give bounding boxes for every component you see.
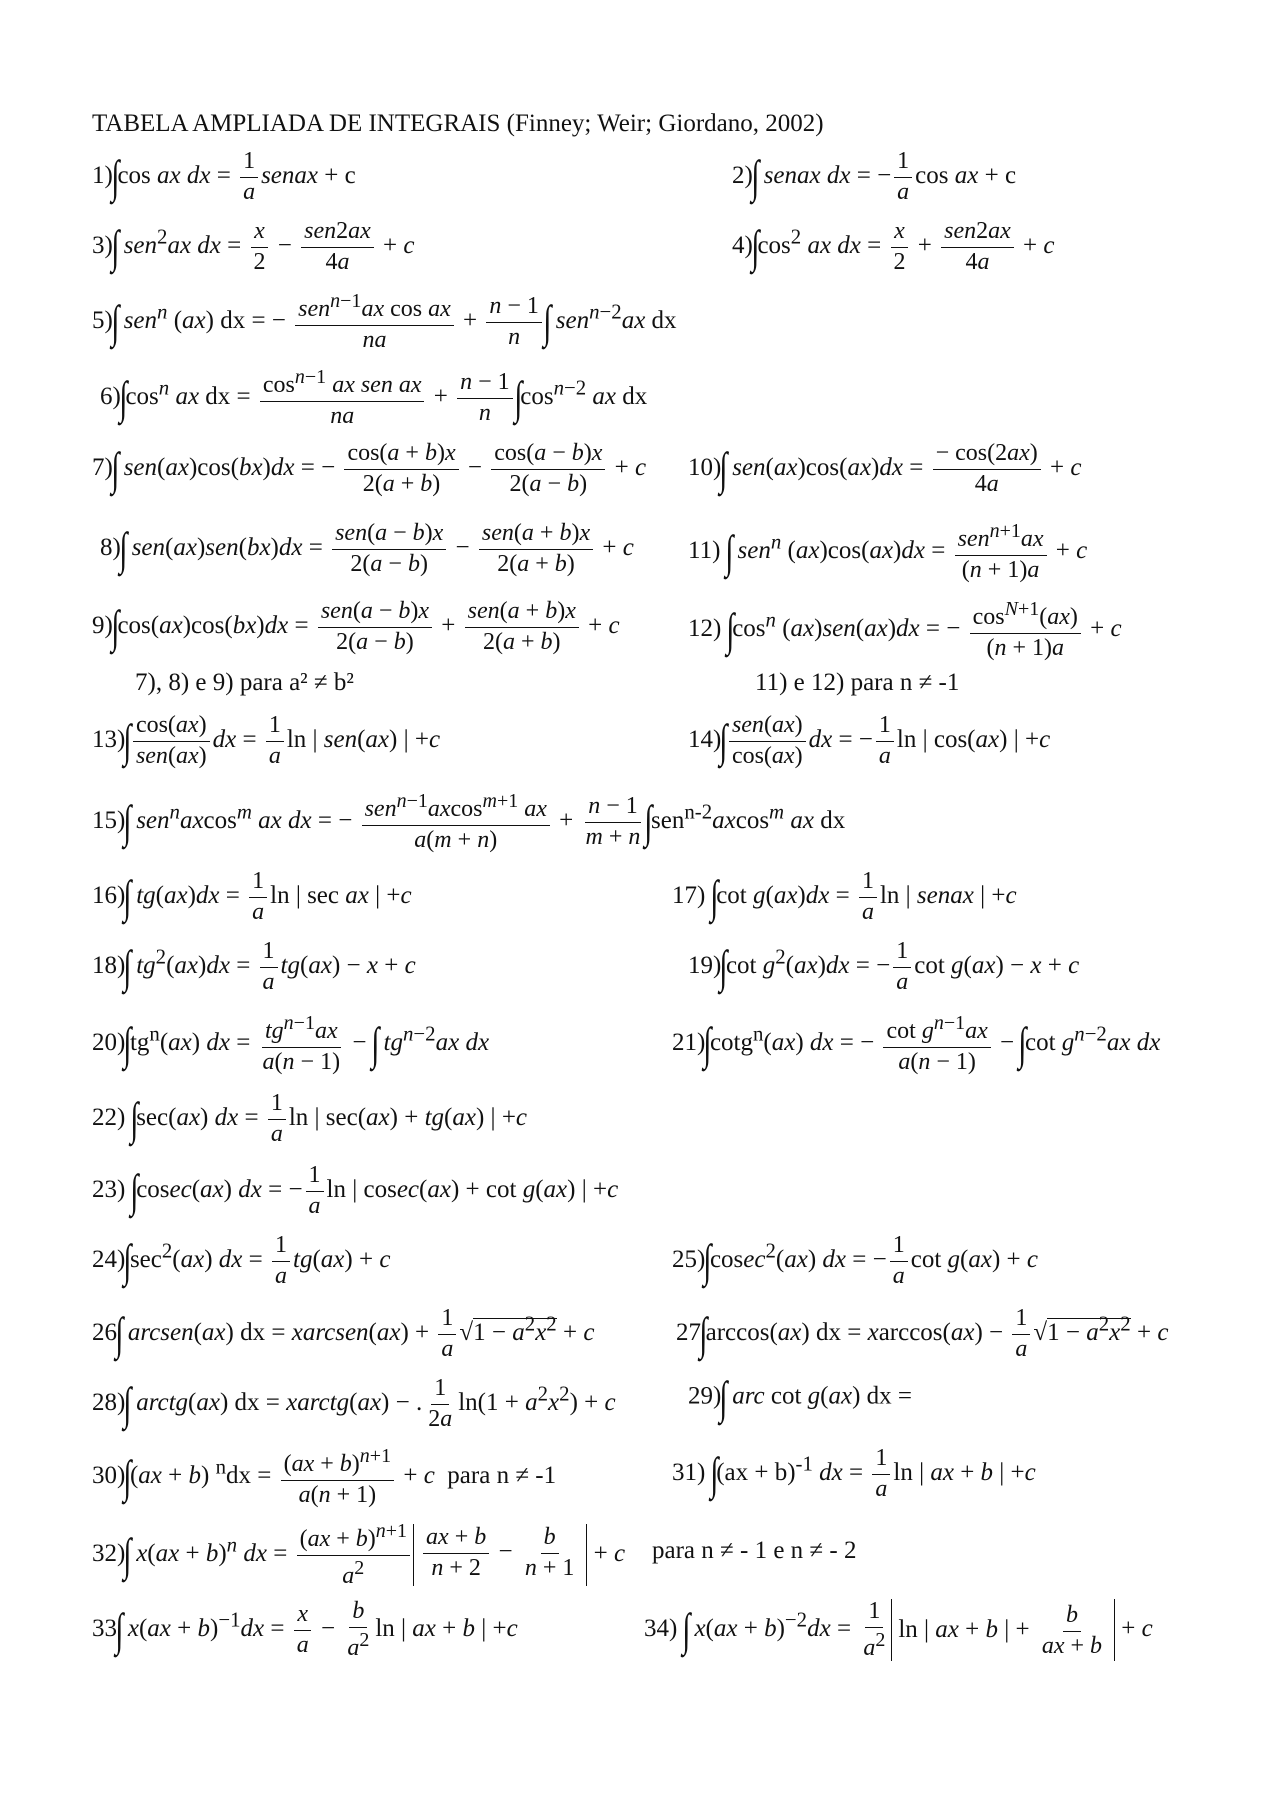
formula-26: 26∫ arcsen(ax) dx = xarcsen(ax) + $\frac{1}{a}$ $√1 - a^2x^2 + c$ — [92, 1305, 595, 1362]
formula-27: 27∫arccos(ax) dx = xarccos(ax) − $\frac{1}{a}$ $√1 - a^2x^2 + c$ — [676, 1305, 1169, 1362]
formula-17: 17) ∫cot g(ax)dx = $\frac{1}{a}$ ln | senax | +c — [672, 868, 1017, 925]
formula-34: 34) ∫ x(ax + b)$^{-2}$dx = $\frac{1}{a^2}$ ln | ax + b | + $\frac{b}{ax + b}$ + c — [644, 1598, 1153, 1661]
formula-16: 16)∫ tg(ax)dx = $\frac{1}{a}$ ln | sec ax | +c — [92, 868, 412, 925]
formula-18: 18)∫ $tg^2(ax)dx$ = $\frac{1}{a}$ tg(ax) − x + c — [92, 938, 416, 995]
formula-11: 11) ∫ sen$^n$ (ax)cos(ax)dx = $\frac{sen^{n+1}ax}{(n + 1)a}$ + c — [688, 520, 1088, 583]
page-title: TABELA AMPLIADA DE INTEGRAIS (Finney; Weir; Giordano, 2002) — [92, 110, 824, 137]
formula-31: 31) ∫(ax + b)$^{-1}$ dx = $\frac{1}{a}$ ln | ax + b | +c — [672, 1445, 1036, 1502]
formula-8: 8)∫ sen(ax)sen(bx)dx = $\frac{\text{sen(a − b)x}}{2(a - b)}$ − $\frac{\text{sen(a + b)x}}{2(a + b)}$ + c — [100, 520, 634, 577]
formula-6: $6)\int\cos^n$ ax dx = $\frac{\cos^{n-1} ax sen ax}{na}$ + $\frac{n - 1}{n}$ $\int\cos^{n-2}$ ax dx — [100, 366, 648, 429]
formula-32-note: para n ≠ - 1 e n ≠ - 2 — [652, 1537, 857, 1564]
formula-14: 14)∫ $\frac{\text{sen(ax)}}{\cos(ax)}$ dx = − $\frac{1}{a}$ ln | cos(ax) | +c — [688, 712, 1051, 769]
formula-12: 12) $\int\cos^n$ (ax)sen(ax)dx = − $\frac{\cos^{N+1}(ax)}{(n + 1)a}$ + c — [688, 598, 1122, 661]
formula-9: 9)∫cos(ax)cos(bx)dx = $\frac{\text{sen(a − b)x}}{2(a - b)}$ + $\frac{\text{sen(a + b)x}}{2(a + b)}$ + c — [92, 598, 620, 655]
formula-29: 29)∫ arc cot g(ax) dx = — [688, 1372, 913, 1423]
formula-21: 21)∫cotg$^n$(ax) dx = − $\frac{\cot g^{n-1}ax}{a(n - 1)}$ − ∫cot $g^{n-2}ax$ dx — [672, 1012, 1161, 1075]
formula-2: 2)∫ senax dx = − $\frac{1}{a}$ cos ax + c — [732, 148, 1017, 205]
formula-22: 22) ∫sec(ax) dx = $\frac{1}{a}$ ln | sec(ax) + tg(ax) | +c — [92, 1090, 528, 1147]
formula-28: 28)∫ arctg(ax) dx = xarctg(ax) − . $\frac{1}{2a}$ $\ln(1 + a^2x^2) + c$ — [92, 1375, 616, 1432]
formula-23: 23) ∫cosec(ax) dx = − $\frac{1}{a}$ ln | cosec(ax) + cot g(ax) | +c — [92, 1162, 619, 1219]
formula-30: 30)∫(ax + b) $^n$dx = $\frac{(ax + b)^{n+1}}{a(n + 1)}$ + c para n ≠ -1 — [92, 1445, 557, 1508]
formula-20: $20)\int tg^n(ax)$ dx = $\frac{tg^{n-1}ax}{a(n - 1)}$ − ∫ $tg^{n-2}ax$ dx — [92, 1012, 490, 1075]
formula-4: $4)\int\cos^2$ ax dx = $\frac{x}{2}$ + $\frac{\text{sen2ax}}{4a}$ + c — [732, 218, 1055, 275]
formula-5: 5)∫ sen$^n$ (ax) dx = − $\frac{sen^{n-1}ax \cos ax}{na}$ + $\frac{n - 1}{n}$ ∫ sen$^{n-2}$ax dx — [92, 290, 677, 353]
formula-32: 32)∫ x(ax + b)$^n$ dx = $\frac{(ax + b)^{n+1}}{a^2}$ $\frac{ax + b}{n + 2}$ − $\frac{b}{n + 1}$ + c — [92, 1520, 626, 1589]
formula-33: 33∫ x(ax + b)$^{-1}$dx = $\frac{x}{a}$ − $\frac{b}{a^2}$ ln | ax + b | +c — [92, 1598, 518, 1661]
formula-1: 1)∫cos ax dx = $\frac{1}{a}$ senax + c — [92, 148, 356, 205]
formula-19: 19)∫cot $g^2(ax)dx$ = − $\frac{1}{a}$ cot g(ax) − x + c — [688, 938, 1080, 995]
formula-3: 3)∫ sen$^2$ax dx = $\frac{x}{2}$ − $\frac{\text{sen2ax}}{4a}$ + c — [92, 218, 415, 275]
formula-25: 25)∫cosec$^2$(ax) dx = − $\frac{1}{a}$ cot g(ax) + c — [672, 1232, 1038, 1289]
formula-7: 7)∫ sen(ax)cos(bx)dx = − $\frac{\cos(a + b)x}{2(a + b)}$ − $\frac{\cos(a - b)x}{2(a - b)}$ + c — [92, 440, 647, 497]
formula-10: 10)∫ sen(ax)cos(ax)dx = $\frac{- \cos(2ax)}{4a}$ + c — [688, 440, 1082, 497]
formula-15: 15)∫ sen$^n$axcos$^m$ ax dx = − $\frac{sen^{n-1}axcos^{m+1} ax}{a(m + n)}$ + $\frac{n - 1}{m + n}$ ∫sen$^{n-2}$axcos$^m$ ax dx — [92, 790, 846, 853]
note-1: 7), 8) e 9) para a² ≠ b² — [135, 669, 354, 696]
formula-13: 13)∫ $\frac{\cos(ax)}{\text{sen(ax)}}$ dx = $\frac{1}{a}$ ln | sen(ax) | +c — [92, 712, 441, 769]
note-2: 11) e 12) para n ≠ -1 — [755, 669, 960, 696]
formula-24: $24)\int\sec^2(ax)$ dx = $\frac{1}{a}$ tg(ax) + c — [92, 1232, 391, 1289]
